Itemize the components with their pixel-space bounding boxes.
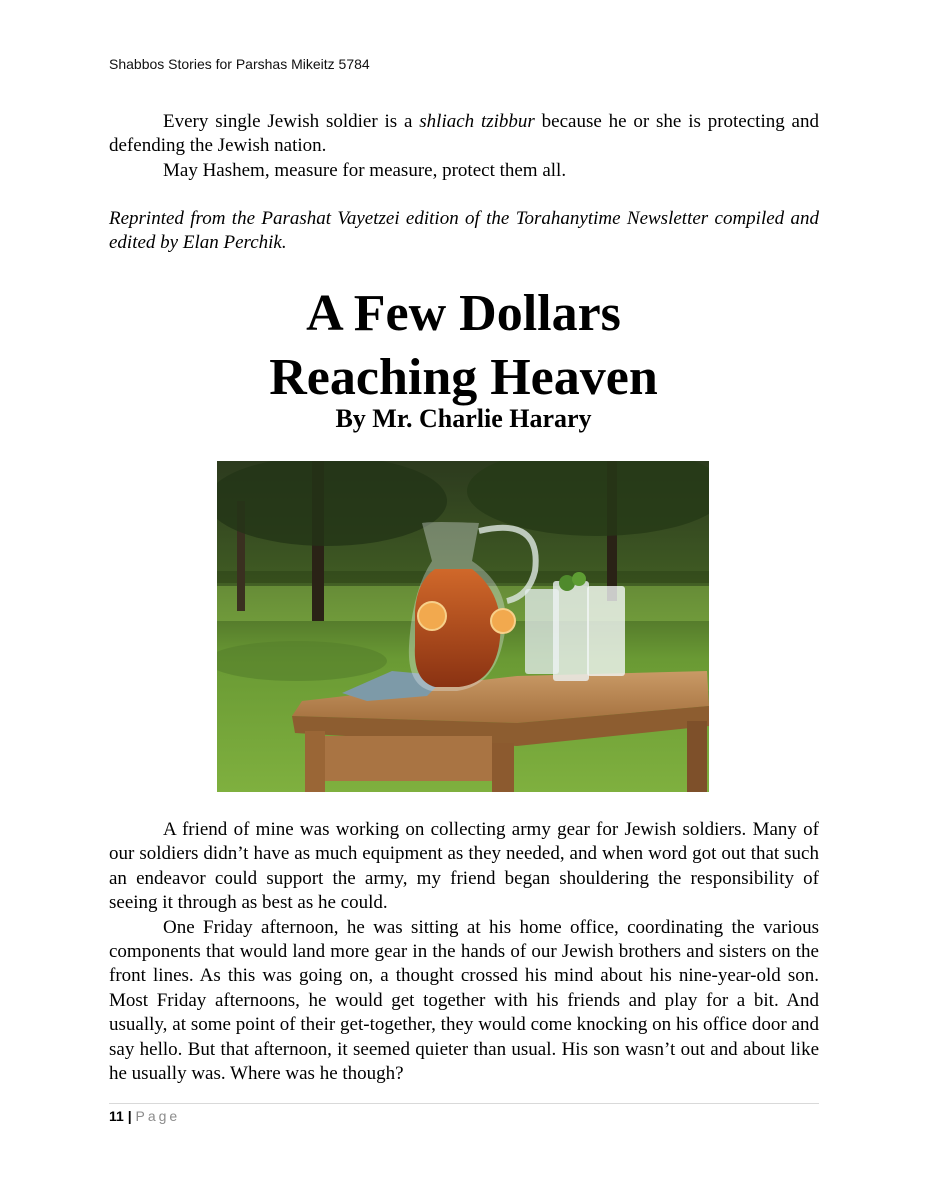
title-line-1: A Few Dollars (306, 285, 621, 342)
intro-paragraph-2: May Hashem, measure for measure, protect them all. (163, 159, 567, 181)
article-title (0, 282, 927, 410)
page-footer (109, 1103, 819, 1124)
iced-tea-pitcher-photo (217, 461, 709, 792)
page-label: Page (135, 1108, 181, 1124)
article-byline: By Mr. Charlie Harary (335, 404, 592, 433)
footer-separator: | (123, 1108, 136, 1124)
article-paragraph-1: A friend of mine was working on collecting army gear for Jewish soldiers. Many of our soldiers didn’t have as much equipment as they needed, and when word got out that such an endeavor could support the army, my friend began shouldering the responsibility of seeing it through as best as he could. (109, 819, 819, 914)
reprint-credit: Reprinted from the Parashat Vayetzei edition of the Torahanytime Newsletter compiled and edited by Elan Perchik. (109, 208, 819, 254)
title-line-2: Reaching Heaven (269, 349, 658, 406)
running-header: Shabbos Stories for Parshas Mikeitz 5784 (109, 56, 370, 72)
article-paragraph-2: One Friday afternoon, he was sitting at his home office, coordinating the various components that would land more gear in the hands of our Jewish brothers and sisters on the front lines. As this was going on, a thought crossed his mind about his nine-year-old son. Most Friday afternoons, he would get together with his friends and play for a bit. And usually, at some point of their get-together, they would come knocking on his office door and say hello. But that afternoon, it seemed quieter than usual. His son wasn’t out and about like he usually was. Where was he though? (109, 916, 819, 1085)
article-body (109, 818, 819, 1086)
page-number: 11 (109, 1108, 124, 1124)
intro-section (109, 110, 819, 183)
intro-paragraph-1: Every single Jewish soldier is a shliach tzibbur because he or she is protecting and defending the Jewish nation. (109, 111, 819, 157)
shliach-tzibbur-term: shliach tzibbur (419, 111, 535, 132)
